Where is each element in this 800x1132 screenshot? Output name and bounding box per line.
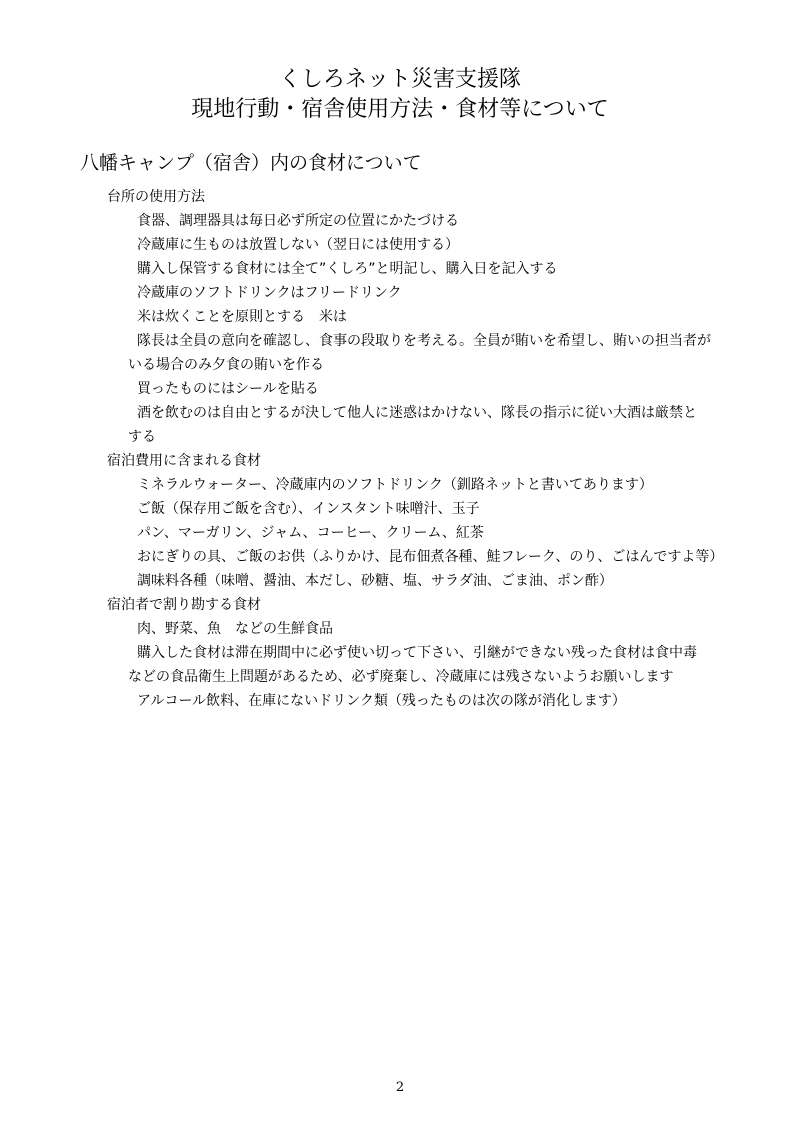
list-item: アルコール飲料、在庫にないドリンク類（残ったものは次の隊が消化します） — [137, 693, 626, 709]
list-item: 酒を飲むのは自由とするが決して他人に迷惑はかけない、隊長の指示に従い大酒は厳禁と — [137, 405, 697, 421]
list-item: 購入し保管する食材には全て”くしろ”と明記し、購入日を記入する — [137, 261, 558, 277]
list-item: 冷蔵庫に生ものは放置しない（翌日には使用する） — [137, 237, 459, 253]
list-item: 調味料各種（味噌、醤油、本だし、砂糖、塩、サラダ油、ごま油、ポン酢） — [137, 573, 613, 589]
list-item-continuation: いる場合のみ夕食の賄いを作る — [128, 357, 324, 373]
list-item: 冷蔵庫のソフトドリンクはフリードリンク — [137, 285, 402, 301]
group-heading: 台所の使用方法 — [107, 189, 205, 205]
document-subtitle: 現地行動・宿舎使用方法・食材等について — [191, 97, 609, 122]
section-heading: 八幡キャンプ（宿舎）内の食材について — [80, 152, 422, 174]
list-item: ミネラルウォーター、冷蔵庫内のソフトドリンク（釧路ネットと書いてあります） — [137, 477, 653, 493]
list-item: 食器、調理器具は毎日必ず所定の位置にかたづける — [137, 213, 459, 229]
list-item-continuation: する — [128, 429, 156, 445]
list-item: おにぎりの具、ご飯のお供（ふりかけ、昆布佃煮各種、鮭フレーク、のり、ごはんですよ等） — [137, 549, 724, 565]
list-item: 買ったものにはシールを貼る — [137, 381, 319, 397]
list-item: 米は炊くことを原則とする 米は — [137, 309, 347, 325]
list-item-continuation: などの食品衛生上問題があるため、必ず廃棄し、冷蔵庫には残さないようお願いします — [128, 669, 674, 685]
list-item: パン、マーガリン、ジャム、コーヒー、クリーム、紅茶 — [137, 525, 484, 541]
group-heading: 宿泊者で割り勘する食材 — [107, 597, 261, 613]
document-title: くしろネット災害支援隊 — [278, 67, 521, 92]
list-item: 肉、野菜、魚 などの生鮮食品 — [137, 621, 333, 637]
list-item: 隊長は全員の意向を確認し、食事の段取りを考える。全員が賄いを希望し、賄いの担当者が — [137, 333, 711, 349]
list-item: 購入した食材は滞在期間中に必ず使い切って下さい、引継ができない残った食材は食中毒 — [137, 645, 697, 661]
page-number: 2 — [395, 1080, 405, 1095]
group-heading: 宿泊費用に含まれる食材 — [107, 453, 261, 469]
list-item: ご飯（保存用ご飯を含む）、インスタント味噌汁、玉子 — [137, 501, 480, 517]
